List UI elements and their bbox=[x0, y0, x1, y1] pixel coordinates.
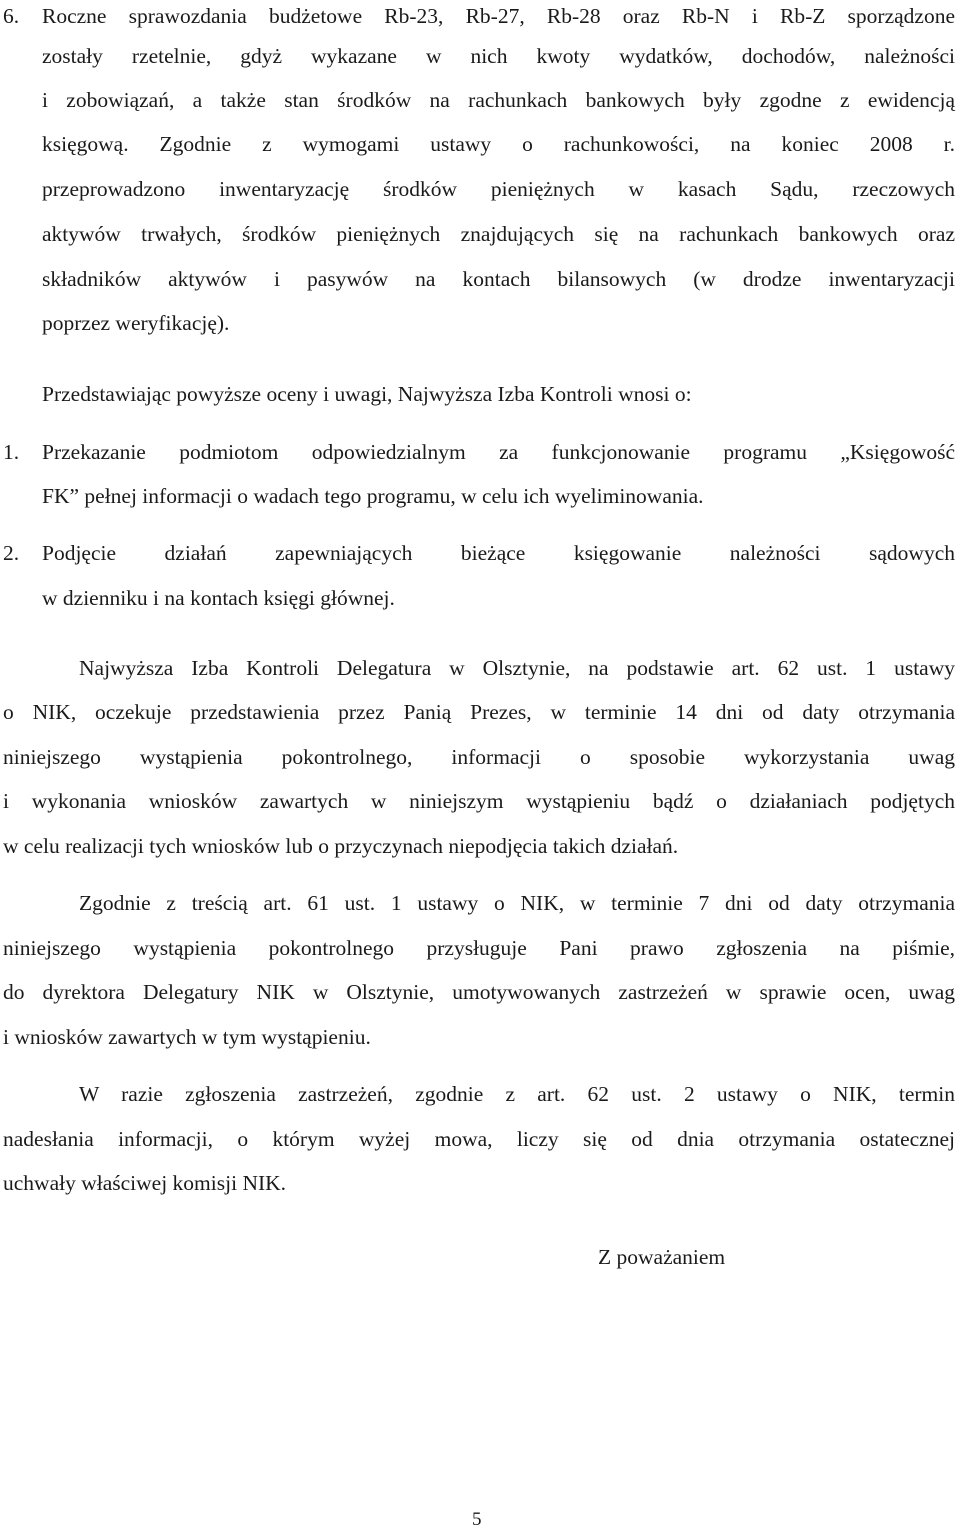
item-number: 1. bbox=[3, 440, 20, 464]
text-line: do dyrektora Delegatury NIK w Olsztynie, umotywowanych zastrzeżeń w sprawie ocen, uwag bbox=[3, 980, 955, 1004]
text-line: niniejszego wystąpienia pokontrolnego przysługuje Pani prawo zgłoszenia na piśmie, bbox=[3, 936, 955, 960]
text-line: Przekazanie podmiotom odpowiedzialnym za funkcjonowanie programu „Księgowość bbox=[42, 440, 955, 464]
text-line: aktywów trwałych, środków pieniężnych znajdujących się na rachunkach bankowych oraz bbox=[42, 222, 955, 246]
text-line: w celu realizacji tych wniosków lub o przyczynach niepodjęcia takich działań. bbox=[3, 834, 679, 858]
intro-line: Przedstawiając powyższe oceny i uwagi, Najwyższa Izba Kontroli wnosi o: bbox=[42, 382, 692, 406]
item-number: 6. bbox=[3, 4, 20, 28]
closing-salutation: Z poważaniem bbox=[598, 1245, 726, 1269]
text-line: składników aktywów i pasywów na kontach bilansowych (w drodze inwentaryzacji bbox=[42, 267, 955, 291]
text-line: FK” pełnej informacji o wadach tego programu, w celu ich wyeliminowania. bbox=[42, 484, 704, 508]
text-line: i wykonania wniosków zawartych w niniejszym wystąpieniu bądź o działaniach podjętych bbox=[3, 789, 955, 813]
text-line: Najwyższa Izba Kontroli Delegatura w Olsztynie, na podstawie art. 62 ust. 1 ustawy bbox=[79, 656, 955, 680]
text-line: przeprowadzono inwentaryzację środków pieniężnych w kasach Sądu, rzeczowych bbox=[42, 177, 955, 201]
text-line: W razie zgłoszenia zastrzeżeń, zgodnie z art. 62 ust. 2 ustawy o NIK, termin bbox=[79, 1082, 955, 1106]
text-line: w dzienniku i na kontach księgi głównej. bbox=[42, 586, 395, 610]
text-line: niniejszego wystąpienia pokontrolnego, informacji o sposobie wykorzystania uwag bbox=[3, 745, 955, 769]
text-line: księgową. Zgodnie z wymogami ustawy o rachunkowości, na koniec 2008 r. bbox=[42, 132, 955, 156]
text-line: Zgodnie z treścią art. 61 ust. 1 ustawy o NIK, w terminie 7 dni od daty otrzymania bbox=[79, 891, 955, 915]
text-line: uchwały właściwej komisji NIK. bbox=[3, 1171, 287, 1195]
item-number: 2. bbox=[3, 541, 20, 565]
page-number: 5 bbox=[472, 1509, 482, 1530]
text-line: i wniosków zawartych w tym wystąpieniu. bbox=[3, 1025, 371, 1049]
text-line: zostały rzetelnie, gdyż wykazane w nich kwoty wydatków, dochodów, należności bbox=[42, 44, 955, 68]
text-line: nadesłania informacji, o którym wyżej mowa, liczy się od dnia otrzymania ostatecznej bbox=[3, 1127, 955, 1151]
text-line: Podjęcie działań zapewniających bieżące księgowanie należności sądowych bbox=[42, 541, 955, 565]
text-line: o NIK, oczekuje przedstawienia przez Panią Prezes, w terminie 14 dni od daty otrzymania bbox=[3, 700, 955, 724]
text-line: poprzez weryfikację). bbox=[42, 311, 230, 335]
text-line: i zobowiązań, a także stan środków na rachunkach bankowych były zgodne z ewidencją bbox=[42, 88, 955, 112]
text-line: Roczne sprawozdania budżetowe Rb-23, Rb-27, Rb-28 oraz Rb-N i Rb-Z sporządzone bbox=[42, 4, 955, 28]
